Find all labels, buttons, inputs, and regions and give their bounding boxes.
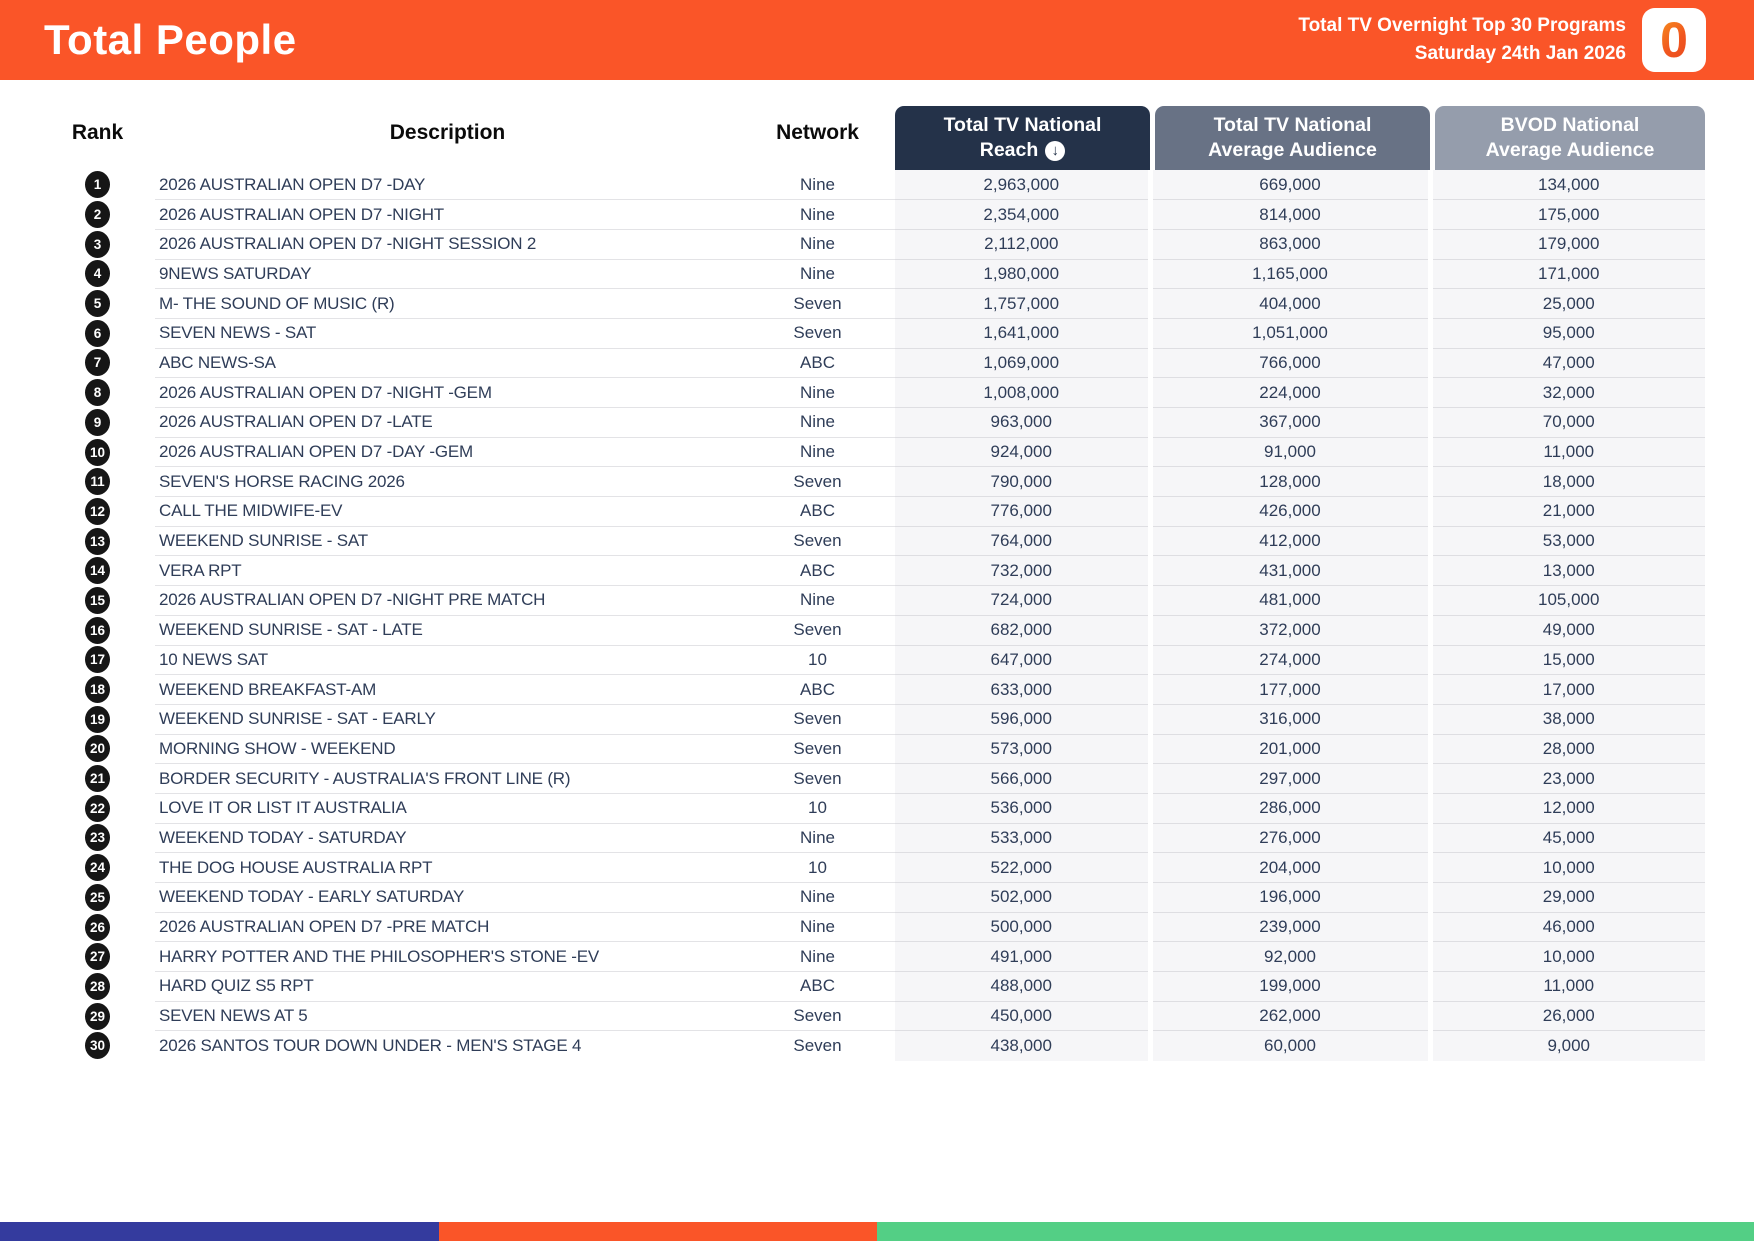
bvod-audience-value: 15,000 xyxy=(1430,645,1705,675)
program-description: VERA RPT xyxy=(155,556,740,586)
bvod-audience-value: 38,000 xyxy=(1430,704,1705,734)
network-name: Nine xyxy=(740,912,895,942)
table-row xyxy=(0,883,1705,913)
bvod-audience-value: 13,000 xyxy=(1430,556,1705,586)
table-header-row xyxy=(0,95,1705,170)
avg-audience-value: 276,000 xyxy=(1150,823,1430,853)
program-description: SEVEN'S HORSE RACING 2026 xyxy=(155,467,740,497)
program-description: THE DOG HOUSE AUSTRALIA RPT xyxy=(155,853,740,883)
rank-badge: 24 xyxy=(85,854,110,881)
column-header-bvod-audience[interactable] xyxy=(1430,95,1705,170)
avg-audience-value: 669,000 xyxy=(1150,170,1430,200)
rank-badge: 22 xyxy=(85,795,110,822)
table-row xyxy=(0,586,1705,616)
network-name: Seven xyxy=(740,289,895,319)
program-description: M- THE SOUND OF MUSIC (R) xyxy=(155,289,740,319)
avg-audience-value: 426,000 xyxy=(1150,497,1430,527)
table-row xyxy=(0,437,1705,467)
network-name: ABC xyxy=(740,556,895,586)
rank-badge: 17 xyxy=(85,646,110,673)
network-name: Nine xyxy=(740,586,895,616)
network-name: Nine xyxy=(740,823,895,853)
banner-right-block xyxy=(1298,8,1706,72)
avg-audience-value: 1,165,000 xyxy=(1150,259,1430,289)
table-body xyxy=(0,170,1705,1061)
avg-audience-value: 1,051,000 xyxy=(1150,318,1430,348)
bvod-audience-value: 17,000 xyxy=(1430,675,1705,705)
avg-audience-value: 404,000 xyxy=(1150,289,1430,319)
reach-value: 924,000 xyxy=(895,437,1150,467)
avg-audience-value: 177,000 xyxy=(1150,675,1430,705)
network-name: Seven xyxy=(740,764,895,794)
rank-badge: 19 xyxy=(85,706,110,733)
network-name: Nine xyxy=(740,883,895,913)
rank-badge: 9 xyxy=(85,409,110,436)
network-name: Nine xyxy=(740,408,895,438)
avg-audience-value: 431,000 xyxy=(1150,556,1430,586)
bvod-audience-value: 32,000 xyxy=(1430,378,1705,408)
reach-value: 1,757,000 xyxy=(895,289,1150,319)
bvod-audience-value: 46,000 xyxy=(1430,912,1705,942)
table-row xyxy=(0,348,1705,378)
oztam-logo xyxy=(1642,8,1706,72)
program-description: 2026 SANTOS TOUR DOWN UNDER - MEN'S STAGE 4 xyxy=(159,1036,582,1056)
rank-badge: 12 xyxy=(85,498,110,525)
avg-audience-value: 262,000 xyxy=(1150,1001,1430,1031)
table-row xyxy=(0,497,1705,527)
bvod-audience-value: 23,000 xyxy=(1430,764,1705,794)
program-description: WEEKEND TODAY - EARLY SATURDAY xyxy=(155,883,740,913)
avg-audience-value: 372,000 xyxy=(1150,615,1430,645)
rank-badge: 14 xyxy=(85,557,110,584)
reach-value: 536,000 xyxy=(895,793,1150,823)
program-description: 10 NEWS SAT xyxy=(155,645,740,675)
report-subtitle-line1: Total TV Overnight Top 30 Programs xyxy=(1298,15,1626,36)
reach-header-line2: Reach xyxy=(979,139,1039,161)
reach-value: 963,000 xyxy=(895,408,1150,438)
bvod-audience-value: 28,000 xyxy=(1430,734,1705,764)
rank-badge: 28 xyxy=(85,973,110,1000)
reach-value: 732,000 xyxy=(895,556,1150,586)
bvod-audience-value: 26,000 xyxy=(1430,1001,1705,1031)
avg-audience-value: 316,000 xyxy=(1150,704,1430,734)
bvod-audience-value: 9,000 xyxy=(1430,1031,1705,1061)
reach-value: 488,000 xyxy=(895,972,1150,1002)
rank-badge: 18 xyxy=(85,676,110,703)
column-header-reach[interactable] xyxy=(895,95,1150,170)
network-name: 10 xyxy=(740,645,895,675)
avg-audience-value: 92,000 xyxy=(1150,942,1430,972)
bvod-header-line1: BVOD National xyxy=(1500,114,1640,136)
avg-audience-value: 199,000 xyxy=(1150,972,1430,1002)
avg-audience-value: 224,000 xyxy=(1150,378,1430,408)
bvod-audience-value: 12,000 xyxy=(1430,793,1705,823)
avg-header-line2: Average Audience xyxy=(1208,139,1377,161)
avg-audience-value: 481,000 xyxy=(1150,586,1430,616)
rank-badge: 6 xyxy=(85,320,110,347)
bvod-audience-value: 105,000 xyxy=(1430,586,1705,616)
network-name: Nine xyxy=(740,229,895,259)
avg-audience-value: 239,000 xyxy=(1150,912,1430,942)
page-title: Total People xyxy=(44,16,297,63)
rank-badge: 21 xyxy=(85,765,110,792)
avg-audience-value: 204,000 xyxy=(1150,853,1430,883)
rank-badge: 30 xyxy=(85,1032,110,1059)
reach-value: 682,000 xyxy=(895,615,1150,645)
network-name: Nine xyxy=(740,259,895,289)
reach-value: 2,963,000 xyxy=(895,170,1150,200)
bvod-audience-value: 10,000 xyxy=(1430,853,1705,883)
bvod-audience-value: 25,000 xyxy=(1430,289,1705,319)
table-row xyxy=(0,912,1705,942)
program-description: 2026 AUSTRALIAN OPEN D7 -NIGHT SESSION 2 xyxy=(155,229,740,259)
program-description: 2026 AUSTRALIAN OPEN D7 -NIGHT PRE MATCH xyxy=(155,586,740,616)
program-description: LOVE IT OR LIST IT AUSTRALIA xyxy=(155,793,740,823)
network-name: Nine xyxy=(740,378,895,408)
bvod-audience-value: 95,000 xyxy=(1430,318,1705,348)
table-row xyxy=(0,734,1705,764)
reach-value: 566,000 xyxy=(895,764,1150,794)
rank-badge: 16 xyxy=(85,617,110,644)
program-description: WEEKEND SUNRISE - SAT - EARLY xyxy=(155,704,740,734)
reach-value: 790,000 xyxy=(895,467,1150,497)
network-name: Nine xyxy=(740,200,895,230)
program-description: 9NEWS SATURDAY xyxy=(155,259,740,289)
avg-audience-value: 201,000 xyxy=(1150,734,1430,764)
program-description: MORNING SHOW - WEEKEND xyxy=(155,734,740,764)
reach-header-line1: Total TV National xyxy=(943,114,1102,136)
footer-bar-segment xyxy=(439,1222,878,1241)
reach-value: 438,000 xyxy=(895,1031,1150,1061)
bvod-audience-value: 171,000 xyxy=(1430,259,1705,289)
reach-value: 2,112,000 xyxy=(895,229,1150,259)
program-description: CALL THE MIDWIFE-EV xyxy=(155,497,740,527)
rank-badge: 20 xyxy=(85,735,110,762)
rank-badge: 8 xyxy=(85,379,110,406)
table-row xyxy=(0,318,1705,348)
reach-value: 522,000 xyxy=(895,853,1150,883)
network-name: ABC xyxy=(740,497,895,527)
rank-badge: 4 xyxy=(85,260,110,287)
bvod-audience-value: 134,000 xyxy=(1430,170,1705,200)
network-name: Seven xyxy=(793,1036,842,1056)
table-row xyxy=(0,467,1705,497)
reach-value: 1,641,000 xyxy=(895,318,1150,348)
avg-audience-value: 766,000 xyxy=(1150,348,1430,378)
network-name: Seven xyxy=(740,615,895,645)
bvod-audience-value: 29,000 xyxy=(1430,883,1705,913)
program-description: 2026 AUSTRALIAN OPEN D7 -DAY xyxy=(155,170,740,200)
rank-badge: 26 xyxy=(85,914,110,941)
rank-badge: 15 xyxy=(85,587,110,614)
bvod-audience-value: 45,000 xyxy=(1430,823,1705,853)
bvod-audience-value: 10,000 xyxy=(1430,942,1705,972)
table-row xyxy=(0,1031,1705,1061)
reach-value: 776,000 xyxy=(895,497,1150,527)
bvod-audience-value: 53,000 xyxy=(1430,526,1705,556)
bvod-audience-value: 47,000 xyxy=(1430,348,1705,378)
top30-table-container xyxy=(0,95,1754,1061)
program-description: 2026 AUSTRALIAN OPEN D7 -NIGHT xyxy=(155,200,740,230)
avg-audience-value: 814,000 xyxy=(1150,200,1430,230)
top-banner xyxy=(0,0,1754,80)
reach-value: 1,008,000 xyxy=(895,378,1150,408)
footer-bar-segment xyxy=(0,1222,439,1241)
avg-audience-value: 297,000 xyxy=(1150,764,1430,794)
table-row xyxy=(0,853,1705,883)
program-description: 2026 AUSTRALIAN OPEN D7 -LATE xyxy=(155,408,740,438)
table-row xyxy=(0,408,1705,438)
reach-value: 724,000 xyxy=(895,586,1150,616)
footer-color-bar xyxy=(0,1222,1754,1241)
network-name: ABC xyxy=(740,972,895,1002)
network-name: 10 xyxy=(740,853,895,883)
network-name: Nine xyxy=(740,942,895,972)
rank-badge: 2 xyxy=(85,201,110,228)
rank-badge: 27 xyxy=(85,943,110,970)
bvod-audience-value: 21,000 xyxy=(1430,497,1705,527)
program-description: WEEKEND TODAY - SATURDAY xyxy=(155,823,740,853)
reach-value: 533,000 xyxy=(895,823,1150,853)
program-description: 2026 AUSTRALIAN OPEN D7 -PRE MATCH xyxy=(155,912,740,942)
bvod-audience-value: 11,000 xyxy=(1430,437,1705,467)
reach-value: 647,000 xyxy=(895,645,1150,675)
bvod-audience-value: 18,000 xyxy=(1430,467,1705,497)
table-row xyxy=(0,229,1705,259)
rank-badge: 10 xyxy=(85,439,110,466)
table-row xyxy=(0,764,1705,794)
network-name: Seven xyxy=(740,704,895,734)
column-header-rank: Rank xyxy=(71,120,124,144)
reach-value: 633,000 xyxy=(895,675,1150,705)
reach-value: 1,980,000 xyxy=(895,259,1150,289)
network-name: ABC xyxy=(740,675,895,705)
oztam-logo-glyph: 0 xyxy=(1660,12,1688,68)
program-description: 2026 AUSTRALIAN OPEN D7 -NIGHT -GEM xyxy=(155,378,740,408)
program-description: WEEKEND SUNRISE - SAT xyxy=(155,526,740,556)
avg-audience-value: 128,000 xyxy=(1150,467,1430,497)
avg-audience-value: 196,000 xyxy=(1150,883,1430,913)
column-header-avg-audience[interactable] xyxy=(1150,95,1430,170)
network-name: Seven xyxy=(740,467,895,497)
bvod-audience-value: 11,000 xyxy=(1430,972,1705,1002)
program-description: SEVEN NEWS - SAT xyxy=(155,318,740,348)
program-description: WEEKEND SUNRISE - SAT - LATE xyxy=(155,615,740,645)
table-row xyxy=(0,378,1705,408)
report-subtitle-line2: Saturday 24th Jan 2026 xyxy=(1414,43,1626,64)
column-header-network: Network xyxy=(776,120,859,144)
reach-value: 1,069,000 xyxy=(895,348,1150,378)
bvod-audience-value: 70,000 xyxy=(1430,408,1705,438)
avg-audience-value: 286,000 xyxy=(1150,793,1430,823)
table-row xyxy=(0,1001,1705,1031)
avg-audience-value: 91,000 xyxy=(1150,437,1430,467)
table-row xyxy=(0,823,1705,853)
program-description: HARRY POTTER AND THE PHILOSOPHER'S STONE -EV xyxy=(155,942,740,972)
bvod-audience-value: 49,000 xyxy=(1430,615,1705,645)
table-row xyxy=(0,556,1705,586)
table-row xyxy=(0,200,1705,230)
rank-badge: 25 xyxy=(85,884,110,911)
bvod-audience-value: 175,000 xyxy=(1430,200,1705,230)
program-description: BORDER SECURITY - AUSTRALIA'S FRONT LINE (R) xyxy=(155,764,740,794)
avg-audience-value: 367,000 xyxy=(1150,408,1430,438)
table-row xyxy=(0,704,1705,734)
network-name: ABC xyxy=(740,348,895,378)
reach-value: 573,000 xyxy=(895,734,1150,764)
table-row xyxy=(0,645,1705,675)
top30-table xyxy=(0,95,1705,1061)
column-header-description: Description xyxy=(389,120,506,144)
table-row xyxy=(0,289,1705,319)
rank-badge: 3 xyxy=(85,231,110,258)
program-description: WEEKEND BREAKFAST-AM xyxy=(155,675,740,705)
network-name: Seven xyxy=(740,526,895,556)
rank-badge: 29 xyxy=(85,1003,110,1030)
avg-audience-value: 412,000 xyxy=(1150,526,1430,556)
avg-audience-value: 60,000 xyxy=(1150,1031,1430,1061)
program-description: HARD QUIZ S5 RPT xyxy=(155,972,740,1002)
bvod-audience-value: 179,000 xyxy=(1430,229,1705,259)
avg-header-line1: Total TV National xyxy=(1213,114,1372,136)
sort-descending-icon[interactable]: ↓ xyxy=(1045,141,1065,161)
reach-value: 450,000 xyxy=(895,1001,1150,1031)
program-description: SEVEN NEWS AT 5 xyxy=(155,1001,740,1031)
program-description: 2026 AUSTRALIAN OPEN D7 -DAY -GEM xyxy=(155,437,740,467)
rank-badge: 5 xyxy=(85,290,110,317)
report-subtitle xyxy=(1298,12,1626,68)
network-name: Seven xyxy=(740,734,895,764)
rank-badge: 23 xyxy=(85,824,110,851)
reach-value: 500,000 xyxy=(895,912,1150,942)
table-row xyxy=(0,259,1705,289)
reach-value: 502,000 xyxy=(895,883,1150,913)
rank-badge: 1 xyxy=(85,171,110,198)
network-name: Nine xyxy=(740,437,895,467)
bvod-header-line2: Average Audience xyxy=(1485,139,1655,161)
network-name: Nine xyxy=(740,170,895,200)
table-row xyxy=(0,526,1705,556)
network-name: Seven xyxy=(740,318,895,348)
network-name: 10 xyxy=(740,793,895,823)
footer-bar-segment xyxy=(877,1222,1754,1241)
table-row xyxy=(0,793,1705,823)
table-row xyxy=(0,942,1705,972)
rank-badge: 13 xyxy=(85,528,110,555)
avg-audience-value: 274,000 xyxy=(1150,645,1430,675)
reach-value: 596,000 xyxy=(895,704,1150,734)
table-row xyxy=(0,675,1705,705)
reach-value: 764,000 xyxy=(895,526,1150,556)
rank-badge: 11 xyxy=(85,468,110,495)
table-row xyxy=(0,972,1705,1002)
table-row xyxy=(0,615,1705,645)
reach-value: 2,354,000 xyxy=(895,200,1150,230)
program-description: ABC NEWS-SA xyxy=(155,348,740,378)
reach-value: 491,000 xyxy=(895,942,1150,972)
rank-badge: 7 xyxy=(85,349,110,376)
network-name: Seven xyxy=(740,1001,895,1031)
table-row xyxy=(0,170,1705,200)
avg-audience-value: 863,000 xyxy=(1150,229,1430,259)
